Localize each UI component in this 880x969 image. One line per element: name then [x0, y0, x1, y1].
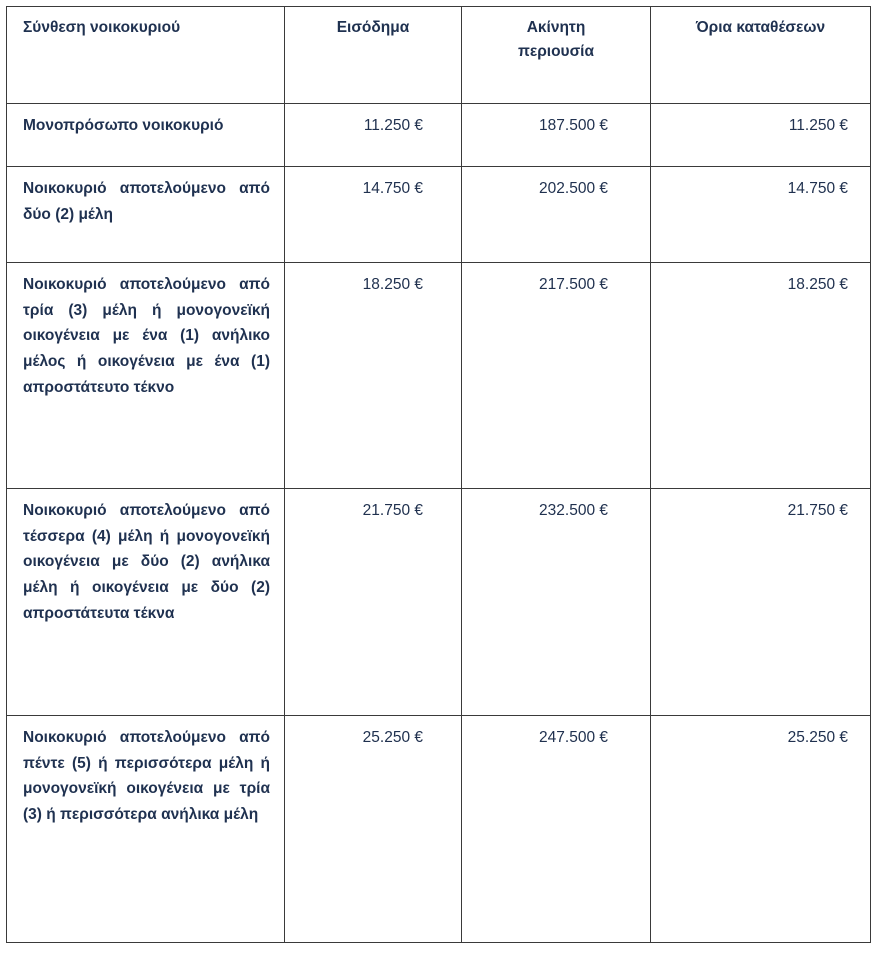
cell-income-value: 21.750 € — [362, 502, 423, 519]
cell-estate-value: 232.500 € — [539, 502, 608, 519]
cell-estate-value: 187.500 € — [539, 117, 608, 134]
table-row — [7, 489, 871, 716]
cell-composition — [7, 716, 285, 943]
cell-deposits-value: 18.250 € — [787, 276, 848, 293]
table-row — [7, 263, 871, 489]
cell-estate-value: 247.500 € — [539, 729, 608, 746]
cell-income-value: 25.250 € — [362, 729, 423, 746]
column-header-estate — [462, 7, 651, 104]
cell-deposits — [651, 716, 871, 943]
cell-estate — [462, 489, 651, 716]
cell-composition-text: Νοικοκυριό αποτελούμενο από τρία (3) μέλη ή μονογονεϊκή οικογένεια με ένα (1) ανήλικο μέλος ή οικογένεια με ένα (1) απροστάτευτο τέκνο — [23, 276, 270, 396]
cell-income-value: 14.750 € — [362, 180, 423, 197]
cell-estate — [462, 167, 651, 263]
cell-deposits — [651, 263, 871, 489]
cell-composition-text: Μονοπρόσωπο νοικοκυριό — [23, 117, 224, 134]
table-row — [7, 167, 871, 263]
cell-deposits — [651, 489, 871, 716]
cell-income — [285, 104, 462, 167]
column-header-estate-label-line2: περιουσία — [517, 43, 595, 61]
cell-deposits-value: 14.750 € — [787, 180, 848, 197]
cell-deposits-value: 11.250 € — [788, 117, 848, 134]
cell-estate — [462, 716, 651, 943]
table-header-row — [7, 7, 871, 104]
cell-composition-text: Νοικοκυριό αποτελούμενο από τέσσερα (4) μέλη ή μονογονεϊκή οικογένεια με δύο (2) ανήλικα μέλη ή οικογένεια με δύο (2) απροστάτευτα τέκνα — [23, 502, 270, 622]
column-header-income-label: Εισόδημα — [336, 19, 410, 36]
household-criteria-table — [6, 6, 871, 943]
cell-composition — [7, 489, 285, 716]
cell-income — [285, 167, 462, 263]
column-header-deposits — [651, 7, 871, 104]
table-row — [7, 104, 871, 167]
column-header-income — [285, 7, 462, 104]
cell-estate-value: 202.500 € — [539, 180, 608, 197]
cell-income — [285, 716, 462, 943]
cell-income — [285, 489, 462, 716]
table-row — [7, 716, 871, 943]
cell-income-value: 18.250 € — [362, 276, 423, 293]
column-header-deposits-label: Όρια καταθέσεων — [695, 19, 826, 36]
cell-deposits — [651, 167, 871, 263]
cell-composition — [7, 104, 285, 167]
cell-deposits — [651, 104, 871, 167]
column-header-composition-label: Σύνθεση νοικοκυριού — [23, 19, 181, 36]
cell-composition — [7, 263, 285, 489]
cell-composition-text: Νοικοκυριό αποτελούμενο από πέντε (5) ή περισσότερα μέλη ή μονογονεϊκή οικογένεια με τρία (3) ή περισσότερα ανήλικα μέλη — [23, 729, 270, 824]
cell-deposits-value: 25.250 € — [787, 729, 848, 746]
cell-estate-value: 217.500 € — [539, 276, 608, 293]
cell-composition-text: Νοικοκυριό αποτελούμενο από δύο (2) μέλη — [23, 180, 270, 223]
cell-composition — [7, 167, 285, 263]
cell-estate — [462, 263, 651, 489]
cell-income — [285, 263, 462, 489]
column-header-composition — [7, 7, 285, 104]
cell-estate — [462, 104, 651, 167]
cell-deposits-value: 21.750 € — [787, 502, 848, 519]
column-header-estate-label-line1: Ακίνητη — [526, 19, 586, 36]
cell-income-value: 11.250 € — [363, 117, 423, 134]
